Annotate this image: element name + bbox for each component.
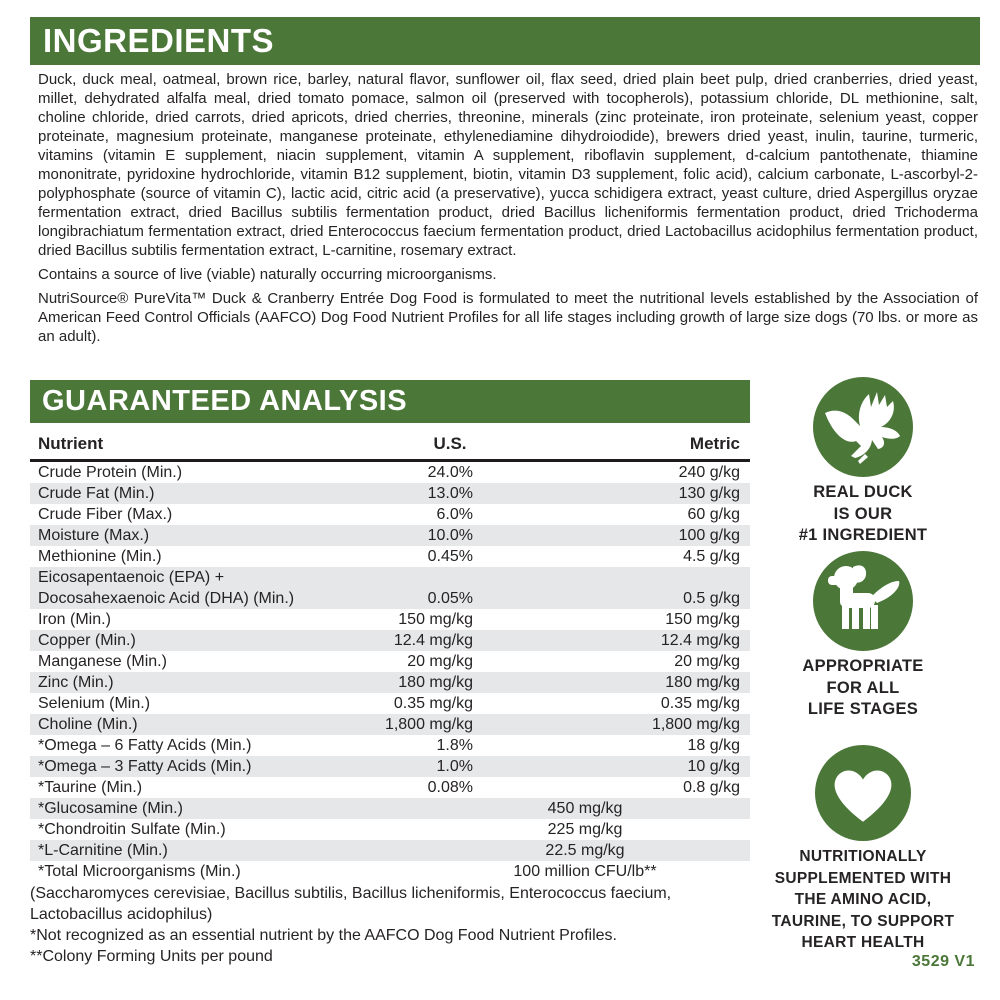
badge-life-stages (765, 551, 961, 721)
microorganisms-detail: (Saccharomyces cerevisiae, Bacillus subtilis, Bacillus licheniformis, Enterococcus faecium, Lactobacillus acidophilus) (30, 885, 672, 923)
footnotes: *Not recognized as an essential nutrient by the AAFCO Dog Food Nutrient Profiles. **Colony Forming Units per pound (30, 927, 617, 965)
column-header-us: U.S. (433, 434, 467, 453)
table-row: Choline (Min.) 1,800 mg/kg 1,800 mg/kg (30, 714, 750, 735)
version-code: 3529 V1 (911, 953, 975, 970)
badge-heart-health-text: NUTRITIONALLY SUPPLEMENTED WITH THE AMINO ACID, TAURINE, TO SUPPORT HEART HEALTH (771, 848, 955, 951)
table-row: Zinc (Min.) 180 mg/kg 180 mg/kg (30, 672, 750, 693)
microorganisms-note: Contains a source of live (viable) naturally occurring microorganisms. (38, 266, 497, 283)
table-row: *Omega – 3 Fatty Acids (Min.) 1.0% 10 g/kg (30, 756, 750, 777)
table-row: *Omega – 6 Fatty Acids (Min.) 1.8% 18 g/kg (38, 737, 740, 754)
table-row: *Chondroitin Sulfate (Min.) 225 mg/kg (38, 821, 623, 838)
table-row: Crude Fat (Min.) 13.0% 130 g/kg (30, 483, 750, 504)
table-row: Crude Protein (Min.) 24.0% 240 g/kg (38, 464, 740, 481)
guaranteed-analysis-table (30, 423, 750, 967)
column-header-nutrient: Nutrient (38, 434, 104, 453)
table-row: Moisture (Max.) 10.0% 100 g/kg (30, 525, 750, 546)
ga-table-body (30, 462, 750, 882)
badge-heart-health (765, 745, 961, 954)
dog-icon (813, 551, 913, 651)
badge-life-stages-text: APPROPRIATE FOR ALL LIFE STAGES (802, 657, 924, 718)
table-row: Eicosapentaenoic (EPA) + Docosahexaenoic Acid (DHA) (Min.) 0.05% 0.5 g/kg (30, 567, 750, 609)
table-row: *Taurine (Min.) 0.08% 0.8 g/kg (38, 779, 740, 796)
table-header-row (30, 423, 750, 462)
heart-icon (815, 745, 911, 841)
badge-real-duck-text: REAL DUCK IS OUR #1 INGREDIENT (798, 483, 928, 544)
table-row: Methionine (Min.) 0.45% 4.5 g/kg (38, 548, 740, 565)
guaranteed-analysis-header: GUARANTEED ANALYSIS (30, 380, 750, 423)
table-row: *Total Microorganisms (Min.) 100 million CFU/lb** (38, 863, 657, 880)
duck-icon (813, 377, 913, 477)
table-row: *L-Carnitine (Min.) 22.5 mg/kg (30, 840, 750, 861)
table-row: Manganese (Min.) 20 mg/kg 20 mg/kg (38, 653, 740, 670)
aafco-statement: NutriSource® PureVita™ Duck & Cranberry Entrée Dog Food is formulated to meet the nutritional levels established by the Association of American Feed Control Officials (AAFCO) Dog Food Nutrient Profiles for all life stages including growth of large size dogs (70 lbs. or more as an adult). (38, 290, 978, 345)
ingredients-paragraph: Duck, duck meal, oatmeal, brown rice, barley, natural flavor, sunflower oil, flax seed, dried plain beet pulp, dried cranberries, dried yeast, millet, dehydrated alfalfa meal, dried tomato pomace, salmon oil (preserved with tocopherols), potassium chloride, DL methionine, salt, choline chloride, dried carrots, dried apricots, dried cherries, threonine, minerals (zinc proteinate, iron proteinate, selenium yeast, copper proteinate, magnesium proteinate, manganese proteinate, ethylenediamine dihydroiodide), brewers dried yeast, inulin, taurine, turmeric, vitamins (vitamin E supplement, niacin supplement, vitamin A supplement, riboflavin supplement, d-calcium pantothenate, thiamine mononitrate, pyridoxine hydrochloride, vitamin B12 supplement, biotin, vitamin D3 supplement, folic acid), calcium carbonate, L-ascorbyl-2-polyphosphate (source of vitamin C), lactic acid, citric acid (a preservative), yucca schidigera extract, yeast culture, dried Aspergillus oryzae fermentation extract, dried Bacillus subtilis fermentation product, dried Bacillus licheniformis fermentation product, dried Trichoderma longibrachiatum fermentation extract, dried Enterococcus faecium fermentation product, dried Lactobacillus acidophilus fermentation product, dried Bacillus subtilis fermentation extract, L-carnitine, rosemary extract. (38, 71, 978, 259)
table-row: *Glucosamine (Min.) 450 mg/kg (30, 798, 750, 819)
table-row: Iron (Min.) 150 mg/kg 150 mg/kg (38, 611, 740, 628)
ingredients-section-header: INGREDIENTS (30, 17, 980, 65)
ingredients-text-block (38, 70, 978, 351)
badge-real-duck (765, 377, 961, 547)
table-row: Crude Fiber (Max.) 6.0% 60 g/kg (38, 506, 740, 523)
table-row: Selenium (Min.) 0.35 mg/kg 0.35 mg/kg (38, 695, 740, 712)
table-row: Copper (Min.) 12.4 mg/kg 12.4 mg/kg (30, 630, 750, 651)
column-header-metric: Metric (689, 434, 740, 453)
